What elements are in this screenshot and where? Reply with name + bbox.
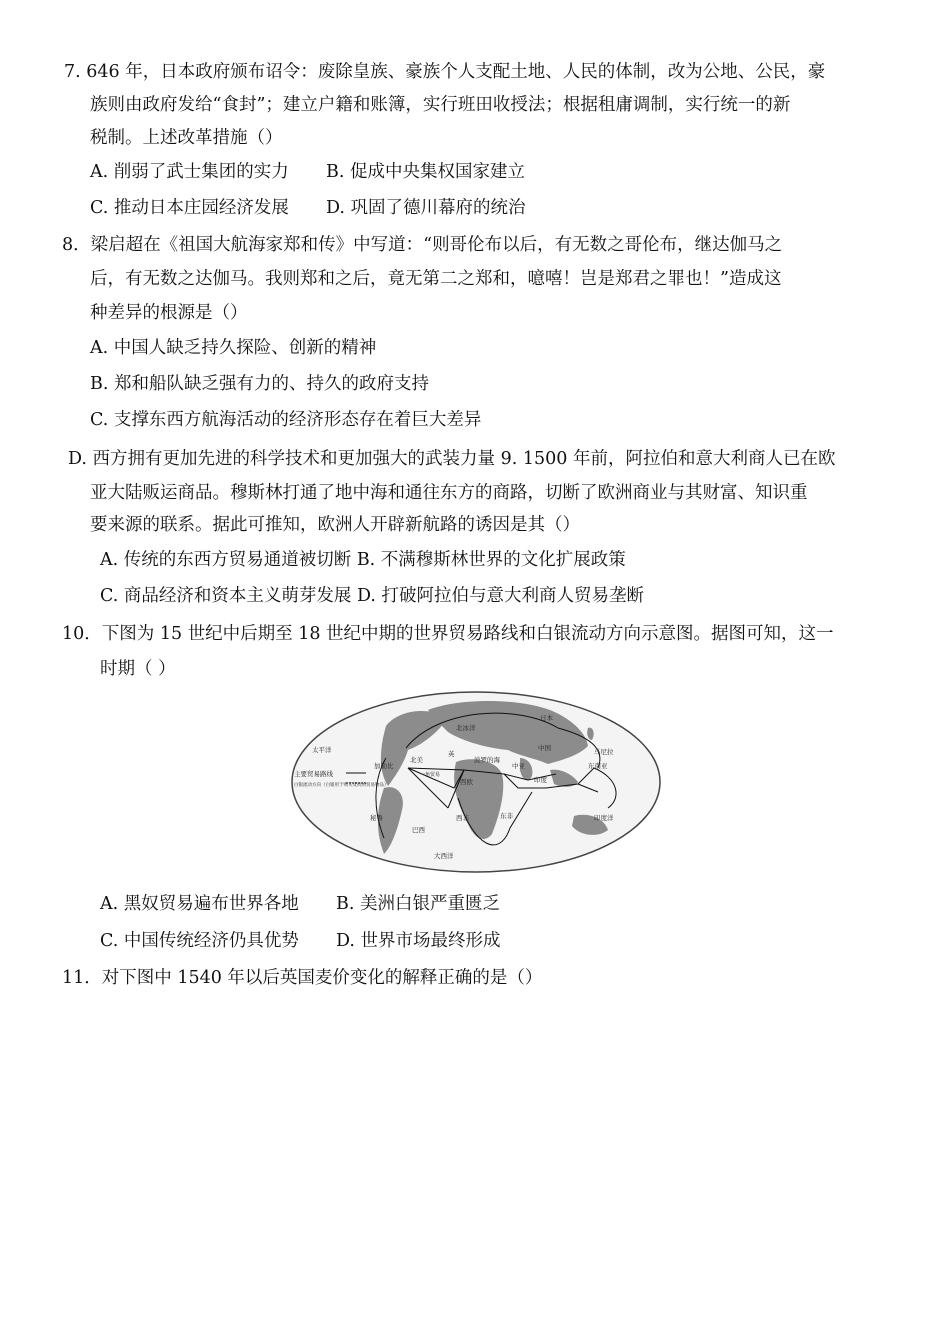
map-label-caribbean: 加勒比 [374,762,394,770]
map-label-india: 印度 [534,776,547,784]
q10-option-d: D. 世界市场最终形成 [336,931,501,951]
map-label-southeast-asia: 东南亚 [588,762,608,770]
map-legend-trade-route: 主要贸易路线 [294,770,333,778]
q7-line-3: 税制。上述改革措施（） [90,128,283,148]
map-legend-silver-flow: 白银流动方向（白银用于购买反向的贸易物品） [294,783,389,788]
q9-options-ab: A. 传统的东西方贸易通道被切断 B. 不满穆斯林世界的文化扩展政策 [100,550,626,570]
q8-option-a: A. 中国人缺乏持久探险、创新的精神 [90,338,377,358]
q7-option-a: A. 削弱了武士集团的实力 [90,162,289,182]
q8-option-c: C. 支撑东西方航海活动的经济形态存在着巨大差异 [90,410,482,430]
map-label-north-america: 北美 [410,756,423,764]
map-label-triangle-trade: 一角贸易 [420,772,441,778]
map-label-atlantic: 大西洋 [434,852,454,860]
map-label-china: 中国 [538,744,551,752]
map-label-england: 英 [448,750,455,758]
map-label-manila: 马尼拉 [594,748,614,756]
q10-option-a: A. 黑奴贸易遍布世界各地 [100,894,299,914]
q8-line-2: 后，有无数之达伽马。我则郑和之后，竟无第二之郑和，噫嘻！岂是郑君之罪也！”造成这 [90,269,782,289]
map-label-brazil: 巴西 [412,826,425,834]
q10-line-2: 时期（ ） [100,659,176,679]
q9-options-cd: C. 商品经济和资本主义萌芽发展 D. 打破阿拉伯与意大利商人贸易垄断 [100,586,644,606]
q10-line-1: 10．下图为 15 世纪中后期至 18 世纪中期的世界贸易路线和白银流动方向示意图。据图可知，这一 [62,624,834,644]
q9-line-1: 亚大陆贩运商品。穆斯林打通了地中海和通往东方的商路，切断了欧洲商业与其财富、知识重 [90,483,808,503]
map-label-west-africa: 西非 [456,814,469,822]
map-label-baltic: 波罗的海 [474,756,500,764]
q7-option-d: D. 巩固了德川幕府的统治 [326,198,526,218]
q11-line-1: 11．对下图中 1540 年以后英国麦价变化的解释正确的是（） [62,968,543,988]
q7-line-2: 族则由政府发给“食封”；建立户籍和账簿，实行班田收授法；根据租庸调制，实行统一的新 [90,95,791,115]
q10-option-b: B. 美洲白银严重匮乏 [336,894,500,914]
q9-line-2: 要来源的联系。据此可推知，欧洲人开辟新航路的诱因是其（） [90,515,580,535]
q7-option-b: B. 促成中央集权国家建立 [326,162,525,182]
map-label-east-africa: 东非 [500,812,513,820]
trade-route-map [288,688,664,876]
map-label-central-asia: 中亚 [512,762,525,770]
map-label-western-europe: 西欧 [460,778,473,786]
q7-line-1: 7. 646 年，日本政府颁布诏令：废除皇族、豪族个人支配土地、人民的体制，改为公地、公民，豪 [64,62,826,82]
map-label-indian-ocean: 印度洋 [594,814,614,822]
q8-option-b: B. 郑和船队缺乏强有力的、持久的政府支持 [90,374,429,394]
map-label-pacific: 太平洋 [312,746,332,754]
q7-option-c: C. 推动日本庄园经济发展 [90,198,289,218]
map-label-arctic: 北冰洋 [456,724,476,732]
q10-option-c: C. 中国传统经济仍具优势 [100,931,299,951]
q8-line-3: 种差异的根源是（） [90,303,248,323]
q8-line-1: 8．梁启超在《祖国大航海家郑和传》中写道：“则哥伦布以后，有无数之哥伦布，继达伽马之 [62,235,783,255]
map-label-peru: 秘鲁 [370,814,383,822]
map-label-japan: 日本 [540,714,553,722]
q8-option-d: D. 西方拥有更加先进的科学技术和更加强大的武装力量 9. 1500 年前，阿拉伯和意大利商人已在欧 [68,449,836,469]
